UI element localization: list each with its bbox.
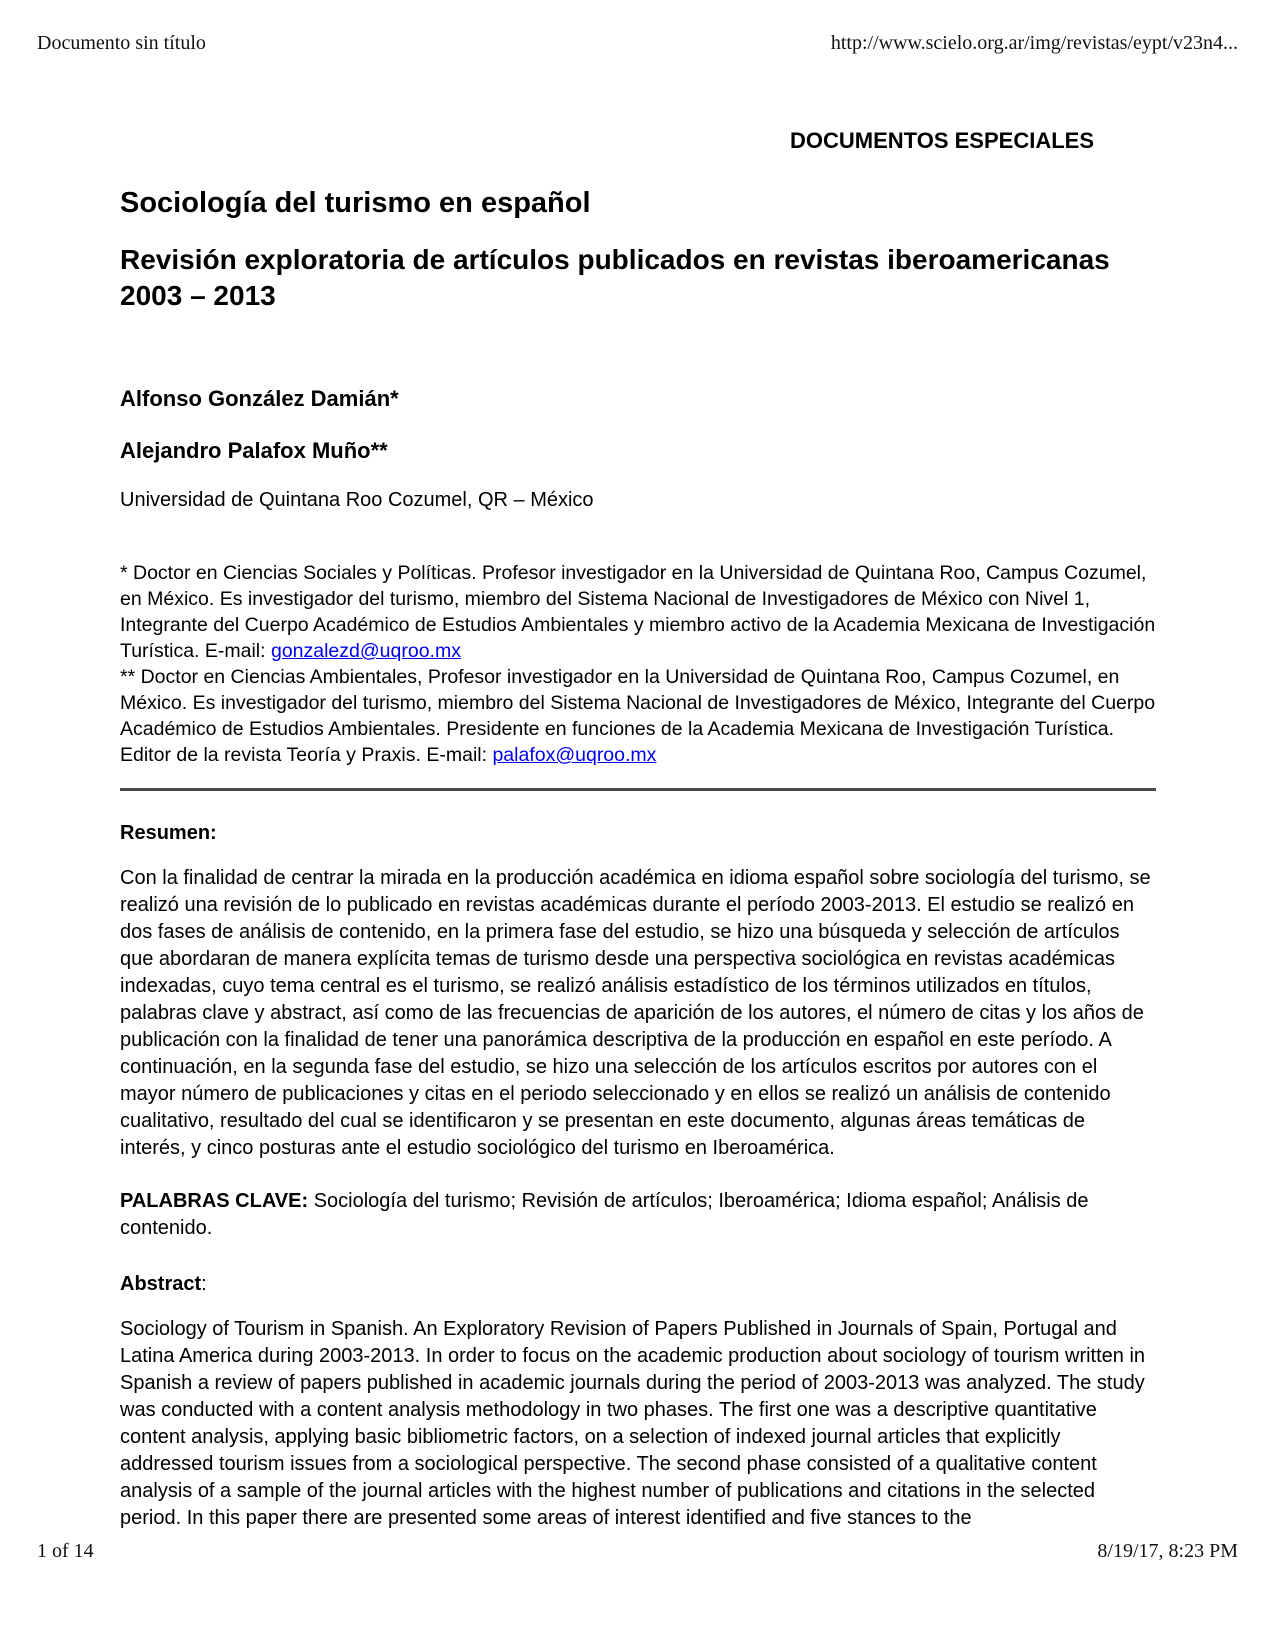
abstract-paragraph: Sociology of Tourism in Spanish. An Exploratory Revision of Papers Published in Journals of Spain, Portugal and Latina America during 2003-2013. In order to focus on the academic production about sociology of tourism written in Spanish a review of papers published in academic journals during the period of 2003-2013 was analyzed. The study was conducted with a content analysis methodology in two phases. The first one was a descriptive quantitative content analysis, applying basic bibliometric factors, on a selection of indexed journal articles that explicitly addressed tourism issues from a sociological perspective. The second phase consisted of a qualitative content analysis of a sample of the journal articles with the highest number of publications and citations in the selected period. In this paper there are presented some areas of interest identified and five stances to the [120,1318,1146,1529]
footnote-author-1 [120,560,1156,664]
article-content [120,128,1156,1532]
resumen-heading: Resumen: [120,822,217,844]
footnote-author-2 [120,664,1156,768]
abstract-colon: : [201,1273,207,1295]
author-footnotes [120,560,1156,768]
email-link-gonzalezd[interactable]: gonzalezd@uqroo.mx [270,640,461,662]
keywords-text: Sociología del turismo; Revisión de artículos; Iberoamérica; Idioma español; Análisis de contenido. [120,1190,1089,1239]
print-header [37,32,1238,55]
resumen-paragraph: Con la finalidad de centrar la mirada en la producción académica en idioma español sobre sociología del turismo, se realizó una revisión de lo publicado en revistas académicas durante el período 2003-2013. El estudio se realizó en dos fases de análisis de contenido, en la primera fase del estudio, se hizo una búsqueda y selección de artículos que abordaran de manera explícita temas de turismo desde una perspectiva sociológica en revistas académicas indexadas, cuyo tema central es el turismo, se realizó análisis estadístico de los términos utilizados en títulos, palabras clave y abstract, así como de las frecuencias de aparición de los autores, el número de citas y los años de publicación con la finalidad de tener una panorámica descriptiva de la producción en español en este período. A continuación, en la segunda fase del estudio, se hizo una selección de los artículos escritos por autores con el mayor número de publicaciones y citas en el periodo seleccionado y en ellos se realizó un análisis de contenido cualitativo, resultado del cual se identificaron y se presentan en este documento, algunas áreas temáticas de interés, y cinco posturas ante el estudio sociológico del turismo en Iberoamérica. [120,867,1151,1159]
keywords-label: PALABRAS CLAVE: [120,1190,309,1212]
article-subtitle: Revisión exploratoria de artículos publicados en revistas iberoamericanas 2003 – 2013 [120,244,1110,311]
print-footer [37,1540,1238,1563]
page-number: 1 of 14 [37,1540,94,1562]
author-name-1: Alfonso González Damián* [120,386,399,411]
footnote-1-text: * Doctor en Ciencias Sociales y Políticas. Profesor investigador en la Universidad de Quintana Roo, Campus Cozumel, en México. Es investigador del turismo, miembro del Sistema Nacional de Investigadores de México con Nivel 1, Integrante del Cuerpo Académico de Estudios Ambientales y miembro activo de la Academia Mexicana de Investigación Turística. E-mail: [120,562,1156,662]
abstract-heading [120,1270,1156,1298]
document-title-header: Documento sin título [37,32,206,54]
section-divider [120,788,1156,791]
article-title: Sociología del turismo en español [120,187,591,219]
print-timestamp: 8/19/17, 8:23 PM [1097,1540,1238,1562]
email-link-palafox[interactable]: palafox@uqroo.mx [492,744,657,766]
keywords-paragraph [120,1188,1156,1242]
section-kicker: DOCUMENTOS ESPECIALES [790,128,1094,153]
source-url-header: http://www.scielo.org.ar/img/revistas/eypt/v23n4... [830,32,1238,54]
author-affiliation: Universidad de Quintana Roo Cozumel, QR – México [120,489,594,511]
author-name-2: Alejandro Palafox Muño** [120,438,388,463]
footnote-2-text: ** Doctor en Ciencias Ambientales, Profesor investigador en la Universidad de Quintana Roo, Campus Cozumel, en México. Es investigador del turismo, miembro del Sistema Nacional de Investigadores de México, Integrante del Cuerpo Académico de Estudios Ambientales. Presidente en funciones de la Academia Mexicana de Investigación Turística. Editor de la revista Teoría y Praxis. E-mail: [120,666,1156,766]
abstract-label: Abstract [120,1273,202,1295]
